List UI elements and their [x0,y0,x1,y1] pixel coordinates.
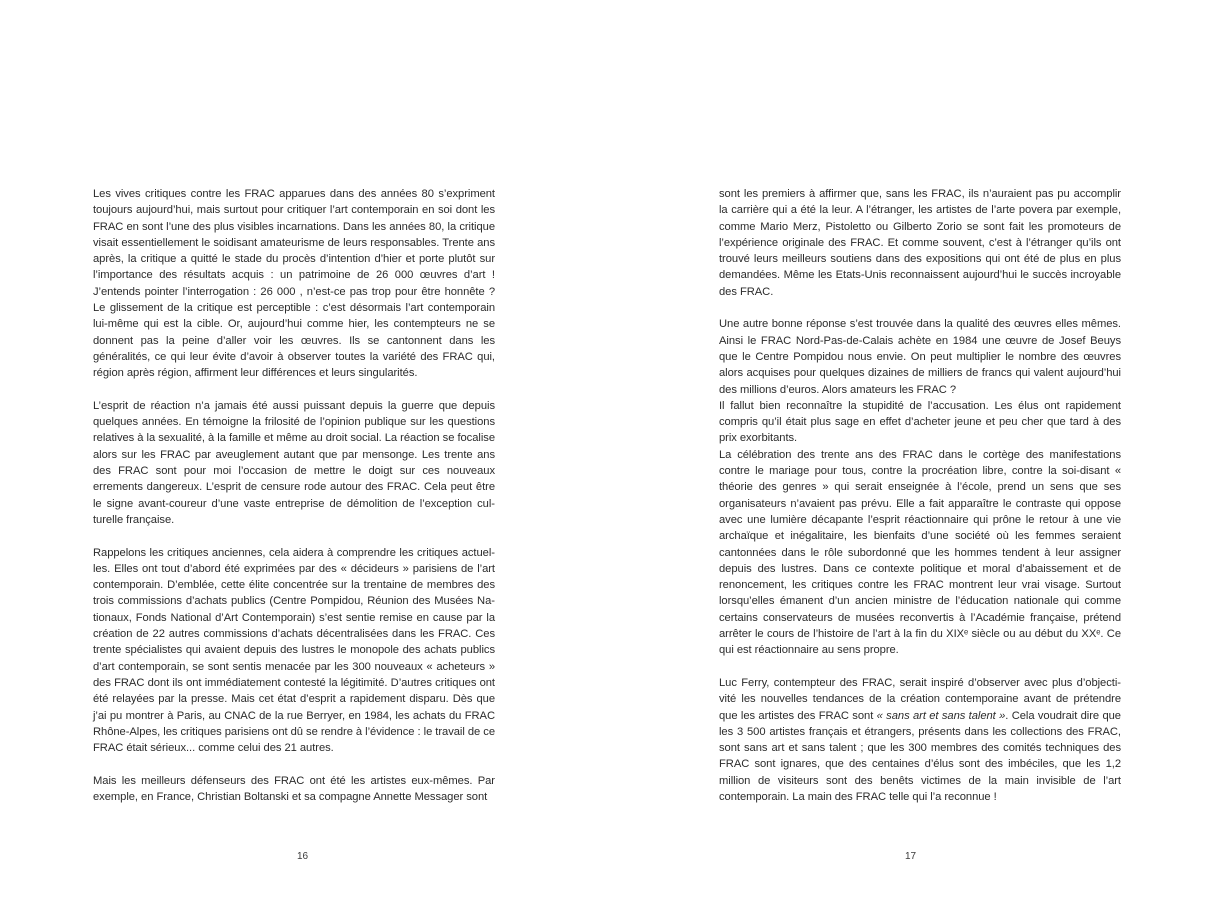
paragraph-text: . Cela voudrait dire que les 3 500 artistes français et étrangers, présents dans les collections des FRAC, sont sans art et sans talent ; que les 300 membres des comités techniques des FRAC sont ignares, que des centaines d’élus sont des imbéciles, que les 1,2 million de visiteurs sont des benêts victimes de la main invisible de l’art contemporain. La main des FRAC telle qui l’a reconnue ! [719,709,1121,803]
right-page [719,186,1121,822]
paragraph-text: Luc Ferry, contempteur des FRAC, serait inspiré d’observer avec plus d’objectivité les nouvelles tendances de la création contemporaine avant de prétendre que les artistes des FRAC sont [719,676,1121,722]
quote-italic: « sans art et sans talent » [876,709,1006,722]
paragraph: Les vives critiques contre les FRAC apparues dans des années 80 s’expriment toujours aujourd’hui, mais surtout pour critiquer l’art contemporain en soi dont les FRAC en sont l’une des plus visibles incarnations. Dans les années 80, la critique visait essentiellement le soidisant amateurisme de leurs responsables. Trente ans après, la critique a quitté le stade du procès d’intention d’hier et porte plutôt sur l’importance des résultats acquis : un patrimoine de 26 000 œuvres d’art ! J’entends pointer l’interrogation : 26 000 , n’est-ce pas trop pour être honnête ? Le glissement de la critique est perceptible : c’est désormais l’art contemporain lui-même qui est la cible. Or, aujourd’hui comme hier, les contempteurs ne se donnent pas la peine d’aller voir les œuvres. Ils se cantonnent dans les généralités, ce qui leur évite d’avoir à observer toutes la variété des FRAC qui, région après région, affirment leur différences et leurs singularités. [93,188,495,380]
page-number-right: 17 [905,851,917,862]
paragraph: Mais les meilleurs défenseurs des FRAC ont été les artistes eux-mêmes. Par exemple, en France, Christian Boltanski et sa compagne Annette Messager sont [93,774,495,803]
paragraph: sont les premiers à affirmer que, sans les FRAC, ils n’auraient pas pu accomplir la carrière qui a été la leur. A l’étranger, les artistes de l’arte povera par exemple, comme Mario Merz, Pistoletto ou Gilberto Zorio se sont fait les promoteurs de l’expérience originale des FRAC. Et comme souvent, c’est à l’étranger qu’ils ont trouvé leurs meilleurs soutiens dans des expositions qui ont été de plus en plus demandées. Même les Etats-Unis reconnaissent aujourd’hui le succès incroyable des FRAC. [719,188,1121,298]
paragraph-luc-ferry [719,675,1121,805]
paragraph: Rappelons les critiques anciennes, cela aidera à comprendre les critiques actuelles. Elles ont tout d’abord été exprimées par des « décideurs » parisiens de l’art contemporain. D’emblée, cette élite concentrée sur la trentaine de membres des trois commissions d’achats publics (Centre Pompidou, Réunion des Musées Nationaux, Fonds National d’Art Contemporain) s’est sentie remise en cause par la création de 22 autres commissions d’achats décentralisées dans les FRAC. Ces trente spécialistes qui avaient depuis des lustres le monopole des achats publics d’art contemporain, se sont sentis menacée par les 300 nouveaux « acheteurs » des FRAC dont ils ont immédiatement contesté la légitimité. D’autres critiques ont été relayées par la presse. Mais cet état d’esprit a rapidement disparu. Dès que j’ai pu montrer à Paris, au CNAC de la rue Berryer, en 1984, les achats du FRAC Rhône-Alpes, les critiques parisiens ont dû se rendre à l’évidence : le travail de ce FRAC était sérieux... comme celui des 21 autres. [93,546,495,755]
paragraph: Une autre bonne réponse s’est trouvée dans la qualité des œuvres elles mêmes. Ainsi le FRAC Nord-Pas-de-Calais achète en 1984 une œuvre de Josef Beuys que le Centre Pompidou nous envie. On peut multiplier le nombre des œuvres alors acquises pour quelques dizaines de milliers de francs qui valent aujourd’hui des millions d’euros. Alors amateurs les FRAC ? [719,318,1121,396]
paragraph: La célébration des trente ans des FRAC dans le cortège des manifestations contre le mariage pour tous, contre la procréation libre, contre la soi-disant « théorie des genres » qui serait enseignée à l’école, prend un sens que ses organisateurs n’avaient pas prévu. Elle a fait apparaître le contraste qui oppose avec une lumière décapante l’esprit réactionnaire qui prône le retour à une vie archaïque et inégalitaire, les bienfaits d’une société où les femmes seraient cantonnées dans le rôle subordonné que les hommes tendent à leur assigner depuis des lustres. Dans ce contexte politique et moral d’abaissement et de renoncement, les critiques contre les FRAC montrent leur vrai visage. Surtout lorsqu’elles émanent d’un ancien ministre de l’éducation nationale qui comme certains conservateurs de musées reconvertis à l’Académie française, prétend arrêter le cours de l’histoire de l’art à la fin du XIXᵉ siècle ou au début du XXᵉ. Ce qui est réactionnaire au sens propre. [719,448,1121,657]
left-page [93,186,495,822]
paragraph: Il fallut bien reconnaître la stupidité de l’accusation. Les élus ont rapidement compris qu’il était plus sage en effet d’acheter jeune et peu cher que tard à des prix exorbitants. [719,399,1121,445]
paragraph: L’esprit de réaction n’a jamais été aussi puissant depuis la guerre que depuis quelques années. En témoigne la frilosité de l’opinion publique sur les questions relatives à la sexualité, à la famille et même au droit social. La réaction se focalise alors sur les FRAC par aveuglement autant que par mensonge. Les trente ans des FRAC sont pour moi l’occasion de mettre le doigt sur ces nouveaux errements dangereux. L’esprit de censure rode autour des FRAC. Cela peut être le signe avant-coureur d’une vaste entreprise de démolition de l’exception culturelle française. [93,399,495,526]
page-number-left: 16 [297,851,309,862]
